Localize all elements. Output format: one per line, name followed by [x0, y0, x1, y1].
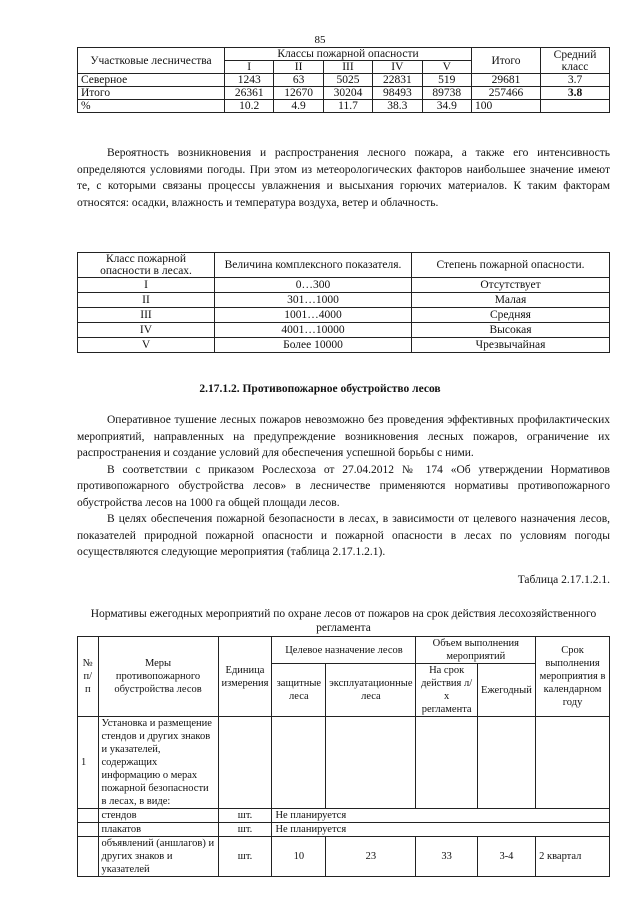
table-row: [78, 323, 610, 338]
cell: стендов: [98, 809, 218, 823]
header-exploit: эксплуатационные леса: [326, 664, 416, 717]
cell: Малая: [412, 293, 610, 308]
fire-class-distribution-table: [77, 47, 610, 113]
fire-danger-class-table: [77, 252, 610, 353]
table-row: [78, 338, 610, 353]
paragraph-weather: [77, 145, 610, 211]
table-row: [78, 74, 610, 87]
table-row: [78, 293, 610, 308]
cell: [477, 717, 535, 809]
cell: 301…1000: [215, 293, 412, 308]
cell: V: [78, 338, 215, 353]
cell: Средняя: [412, 308, 610, 323]
table-label: Таблица 2.17.1.2.1.: [517, 574, 610, 586]
table-row: [78, 100, 610, 113]
header-term: Срок выполнения мероприятия в календарном году: [536, 637, 610, 717]
header-yearly: Ежегодный: [477, 664, 535, 717]
table-row: [78, 809, 610, 823]
cell: [536, 717, 610, 809]
paragraph-text: Вероятность возникновения и распространения лесного пожара, а также его интенсивность определяются условиями погоды. При этом из метеорологических факторов наибольшее значение имеют те, с которыми связаны процессы увлажнения и высыхания горючих материалов. К таким факторам относятся: осадки, влажность и температура воздуха, ветер и облачность.: [77, 147, 610, 209]
cell: 98493: [373, 87, 422, 100]
class-header: I: [225, 61, 274, 74]
table-row: [78, 87, 610, 100]
cell: 30204: [323, 87, 372, 100]
cell: 5025: [323, 74, 372, 87]
table-row: [78, 837, 610, 877]
cell: [326, 717, 416, 809]
cell: 63: [274, 74, 323, 87]
header-avg: Средний класс: [541, 48, 610, 74]
page-number: 85: [314, 34, 326, 46]
header-danger-degree: Степень пожарной опасности.: [412, 253, 610, 278]
row-label: %: [78, 100, 225, 113]
cell: 10: [272, 837, 326, 877]
cell: Не планируется: [272, 823, 610, 837]
cell: 3-4: [477, 837, 535, 877]
table-row: [78, 823, 610, 837]
section-heading: 2.17.1.2. Противопожарное обустройство лесов: [199, 383, 441, 395]
cell: шт.: [218, 823, 272, 837]
class-header: V: [422, 61, 471, 74]
cell: шт.: [218, 837, 272, 877]
cell: [78, 809, 99, 823]
cell: Более 10000: [215, 338, 412, 353]
cell: 10.2: [225, 100, 274, 113]
header-classes: Классы пожарной опасности: [225, 48, 472, 61]
paragraph-text: Оперативное тушение лесных пожаров невозможно без проведения эффективных профилактических мероприятий, направленных на предупреждение возникновения лесных пожаров, ограничение их распространения и создание условий для обеспечения успешной борьбы с ними.: [77, 414, 610, 459]
row-label: Итого: [78, 87, 225, 100]
header-purpose: Целевое назначение лесов: [272, 637, 416, 664]
class-header: II: [274, 61, 323, 74]
cell: Высокая: [412, 323, 610, 338]
cell: I: [78, 278, 215, 293]
header-period: На срок действия л/х регламента: [416, 664, 477, 717]
cell: 257466: [472, 87, 541, 100]
class-header: III: [323, 61, 372, 74]
cell: [218, 717, 272, 809]
table-row: [78, 278, 610, 293]
cell: [541, 100, 610, 113]
cell: 2 квартал: [536, 837, 610, 877]
cell: 4001…10000: [215, 323, 412, 338]
cell: 89738: [422, 87, 471, 100]
cell: шт.: [218, 809, 272, 823]
cell: [78, 837, 99, 877]
cell: 1001…4000: [215, 308, 412, 323]
cell: 26361: [225, 87, 274, 100]
header-unit: Единица измерения: [218, 637, 272, 717]
cell: 38.3: [373, 100, 422, 113]
paragraph-block: [77, 412, 610, 561]
cell: Не планируется: [272, 809, 610, 823]
cell: 34.9: [422, 100, 471, 113]
cell: 4.9: [274, 100, 323, 113]
header-protective: защитные леса: [272, 664, 326, 717]
header-measures: Меры противопожарного обустройства лесов: [98, 637, 218, 717]
cell: III: [78, 308, 215, 323]
cell: 12670: [274, 87, 323, 100]
cell: объявлений (аншлагов) и других знаков и указателей: [98, 837, 218, 877]
cell: [272, 717, 326, 809]
cell: 1243: [225, 74, 274, 87]
table-row: [78, 717, 610, 809]
cell: IV: [78, 323, 215, 338]
header-complex-index: Величина комплексного показателя.: [215, 253, 412, 278]
table-row: [78, 308, 610, 323]
header-total: Итого: [472, 48, 541, 74]
cell: 1: [78, 717, 99, 809]
table-title: Нормативы ежегодных мероприятий по охране лесов от пожаров на срок действия лесохозяйственного регламента: [90, 608, 597, 634]
cell: 29681: [472, 74, 541, 87]
header-num: № п/п: [78, 637, 99, 717]
cell: 22831: [373, 74, 422, 87]
fire-prevention-norms-table: [77, 636, 610, 877]
row-label: Северное: [78, 74, 225, 87]
header-volume: Объем выполнения мероприятий: [416, 637, 536, 664]
cell: [78, 823, 99, 837]
cell: Установка и размещение стендов и других знаков и указателей, содержащих информацию о мерах пожарной безопасности в лесах, в виде:: [98, 717, 218, 809]
cell: 33: [416, 837, 477, 877]
paragraph-text: В соответствии с приказом Рослесхоза от 27.04.2012 № 174 «Об утверждении Нормативов противопожарного обустройства лесов» в лесничестве применяются нормативы противопожарного обустройства лесов на 1000 га общей площади лесов.: [77, 463, 610, 509]
cell: 0…300: [215, 278, 412, 293]
class-header: IV: [373, 61, 422, 74]
cell: 3.7: [541, 74, 610, 87]
header-danger-class: Класс пожарной опасности в лесах.: [78, 253, 215, 278]
cell: 11.7: [323, 100, 372, 113]
cell: II: [78, 293, 215, 308]
cell: Отсутствует: [412, 278, 610, 293]
cell: 100: [472, 100, 541, 113]
cell: 3.8: [541, 87, 610, 100]
paragraph-text: В целях обеспечения пожарной безопасности в лесах, в зависимости от целевого назначения лесов, показателей природной пожарной опасности и пожарной опасности в лесах по условиям погоды осуществляются следующие мероприятия (таблица 2.17.1.2.1).: [77, 513, 610, 558]
header-forestry: Участковые лесничества: [78, 48, 225, 74]
cell: Чрезвычайная: [412, 338, 610, 353]
cell: [416, 717, 477, 809]
cell: 519: [422, 74, 471, 87]
cell: 23: [326, 837, 416, 877]
cell: плакатов: [98, 823, 218, 837]
